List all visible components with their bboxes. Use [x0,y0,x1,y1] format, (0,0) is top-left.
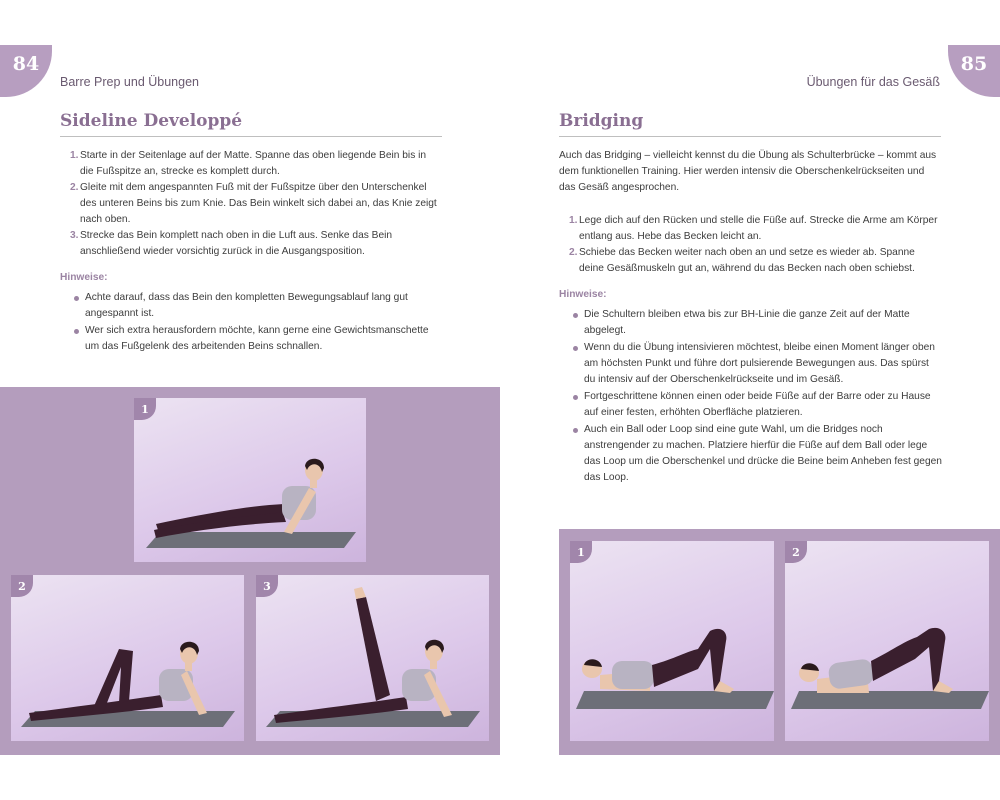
photo-number-badge: 2 [785,541,807,563]
hint-item: Wer sich extra herausfordern möchte, kann gerne eine Gewichtsmanschette um das Fußgelenk des arbeitenden Beins schnallen. [60,323,442,355]
exercise-photo-illustration [134,398,366,562]
page-number: 84 [0,45,52,97]
exercise-title: Bridging [559,111,941,137]
exercise-photo [134,398,366,562]
hint-item: Wenn du die Übung intensivieren möchtest, bleibe einen Moment länger oben am höchsten Punkt und führe dort pulsierende Bewegungen aus. Das spürst du intensiv auf der Oberschenkelrückseite und im Gesäß. [559,340,942,388]
intro-paragraph: Auch das Bridging – vielleicht kennst du die Übung als Schulterbrücke – kommt aus dem funktionellen Training. Hier werden intensiv die Oberschenkelrückseiten und das Gesäß angesprochen. [559,150,937,193]
exercise-photo [570,541,774,741]
hints-list [60,290,442,355]
exercise-photo-illustration [785,541,989,741]
bullet-icon [573,428,578,433]
page-number: 85 [948,45,1000,97]
exercise-instructions [559,148,942,487]
hint-item: Auch ein Ball oder Loop sind eine gute Wahl, um die Bridges noch anstrengender zu machen. Platziere hierfür die Füße auf dem Ball oder lege das Loop um die Oberschenkel und drücke die Beine beim Anheben fest gegen das Loop. [559,422,942,486]
hint-item: Achte darauf, dass das Bein den kompletten Bewegungsablauf lang gut angespannt ist. [60,290,442,322]
bullet-icon [573,395,578,400]
exercise-photo [785,541,989,741]
step-item: 2. Gleite mit dem angespannten Fuß mit der Fußspitze über den Unterschenkel des unteren Beins bis zum Knie. Das Bein winkelt sich dabei an, das Knie zeigt nach oben. [70,182,437,225]
exercise-title: Sideline Developpé [60,111,442,137]
bullet-icon [74,296,79,301]
photo-number-badge: 1 [134,398,156,420]
exercise-photo-illustration [11,575,244,741]
bullet-icon [74,329,79,334]
bullet-icon [573,313,578,318]
hint-item: Fortgeschrittene können einen oder beide Füße auf der Barre oder zu Hause auf einer festen, erhöhten Oberfläche platzieren. [559,389,942,421]
left-page [0,45,500,755]
exercise-photo-illustration [570,541,774,741]
hint-item: Die Schultern bleiben etwa bis zur BH-Linie die ganze Zeit auf der Matte abgelegt. [559,307,942,339]
hints-heading: Hinweise: [60,272,108,283]
bullet-icon [573,346,578,351]
photo-number-badge: 1 [570,541,592,563]
running-head: Übungen für das Gesäß [806,75,940,89]
step-item: 1. Starte in der Seitenlage auf der Matte. Spanne das oben liegende Bein bis in die Fußspitze an, strecke es komplett durch. [70,150,427,177]
running-head: Barre Prep und Übungen [60,75,199,89]
right-page [500,45,1000,755]
hints-heading: Hinweise: [559,289,607,300]
exercise-photo-illustration [256,575,489,741]
exercise-photo [256,575,489,741]
hints-list [559,307,942,486]
photo-number-badge: 3 [256,575,278,597]
step-item: 1. Lege dich auf den Rücken und stelle die Füße auf. Strecke die Arme am Körper entlang aus. Hebe das Becken leicht an. [569,215,938,242]
exercise-instructions [60,148,442,356]
step-item: 3. Strecke das Bein komplett nach oben in die Luft aus. Senke das Bein anschließend wieder vorsichtig zurück in die Ausgangsposition. [70,230,393,257]
step-item: 2. Schiebe das Becken weiter nach oben an und setze es wieder ab. Spanne deine Gesäßmuskeln gut an, während du das Becken nach oben schiebst. [569,247,915,274]
steps-list [60,148,442,260]
steps-list [559,213,942,277]
photo-number-badge: 2 [11,575,33,597]
exercise-photo [11,575,244,741]
